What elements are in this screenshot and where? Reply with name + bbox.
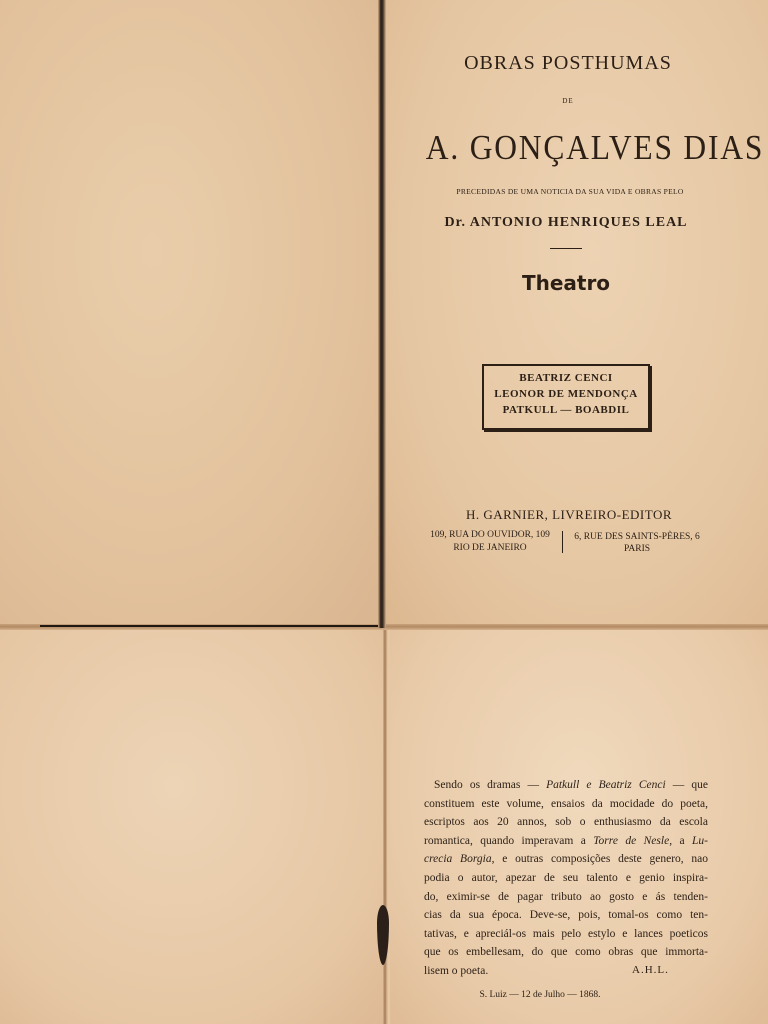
signature-initials: A.H.L.: [632, 964, 669, 976]
spine-gap-lower: [383, 630, 387, 1024]
series-title: OBRAS POSTHUMAS: [464, 52, 672, 74]
publisher-name: H. GARNIER, LIVREIRO-EDITOR: [465, 507, 673, 522]
blank-page-left-top: [0, 0, 382, 628]
contents-item: LEONOR DE MENDONÇA: [494, 388, 638, 400]
address-rio-city: RIO DE JANEIRO: [453, 543, 527, 553]
preface-line: tativas, e apreciál-os mais pelo estylo e lances poeticos: [424, 927, 708, 940]
title-rule: [550, 248, 582, 249]
preface-line: podia o autor, apezar de seu talento e genio inspira-: [424, 871, 708, 884]
address-divider: [562, 531, 563, 553]
address-rio-street: 109, RUA DO OUVIDOR, 109: [430, 530, 550, 540]
preface-line: constituem este volume, ensaios da mocidade do poeta,: [424, 797, 708, 810]
de-label: DE: [562, 97, 574, 105]
preceded-by: PRECEDIDAS DE UMA NOTICIA DA SUA VIDA E OBRAS PELO: [456, 187, 684, 196]
preface-line: lisem o poeta.: [424, 964, 489, 977]
spine-gap: [378, 0, 386, 628]
preface-text: [424, 776, 708, 981]
preface-line: crecia Borgia, e outras composições deste genero, nao: [424, 853, 709, 866]
preface-line: do, eximir-se de pagar tributo ao gosto e ás tenden-: [424, 890, 708, 903]
blank-page-left-bottom: [0, 628, 388, 1024]
preface-line: romantica, quando imperavam a Torre de Nesle, a Lu-: [424, 834, 708, 847]
place-date: S. Luiz — 12 de Julho — 1868.: [479, 990, 601, 1000]
preface-line: cias da sua época. Deve-se, pois, tomal-os como ten-: [424, 909, 708, 922]
address-paris-city: PARIS: [623, 544, 651, 554]
contents-box: [482, 364, 650, 430]
fold-line: [40, 625, 382, 627]
preface-line: escriptos aos 20 annos, sob o enthusiasmo da escola: [424, 816, 708, 829]
volume-title: Theatro: [521, 271, 611, 295]
preface-line: que os embellesam, do que como obras que immorta-: [424, 946, 708, 959]
contents-item: PATKULL — BOABDIL: [502, 404, 630, 416]
author-name: A. GONÇALVES DIAS: [425, 128, 765, 167]
editor-name: Dr. ANTONIO HENRIQUES LEAL: [444, 215, 688, 230]
contents-item: BEATRIZ CENCI: [519, 372, 613, 384]
address-paris-street: 6, RUE DES SAINTS-PÈRES, 6: [574, 532, 700, 542]
preface-line: Sendo os dramas — Patkull e Beatriz Cenci — que: [434, 779, 708, 791]
